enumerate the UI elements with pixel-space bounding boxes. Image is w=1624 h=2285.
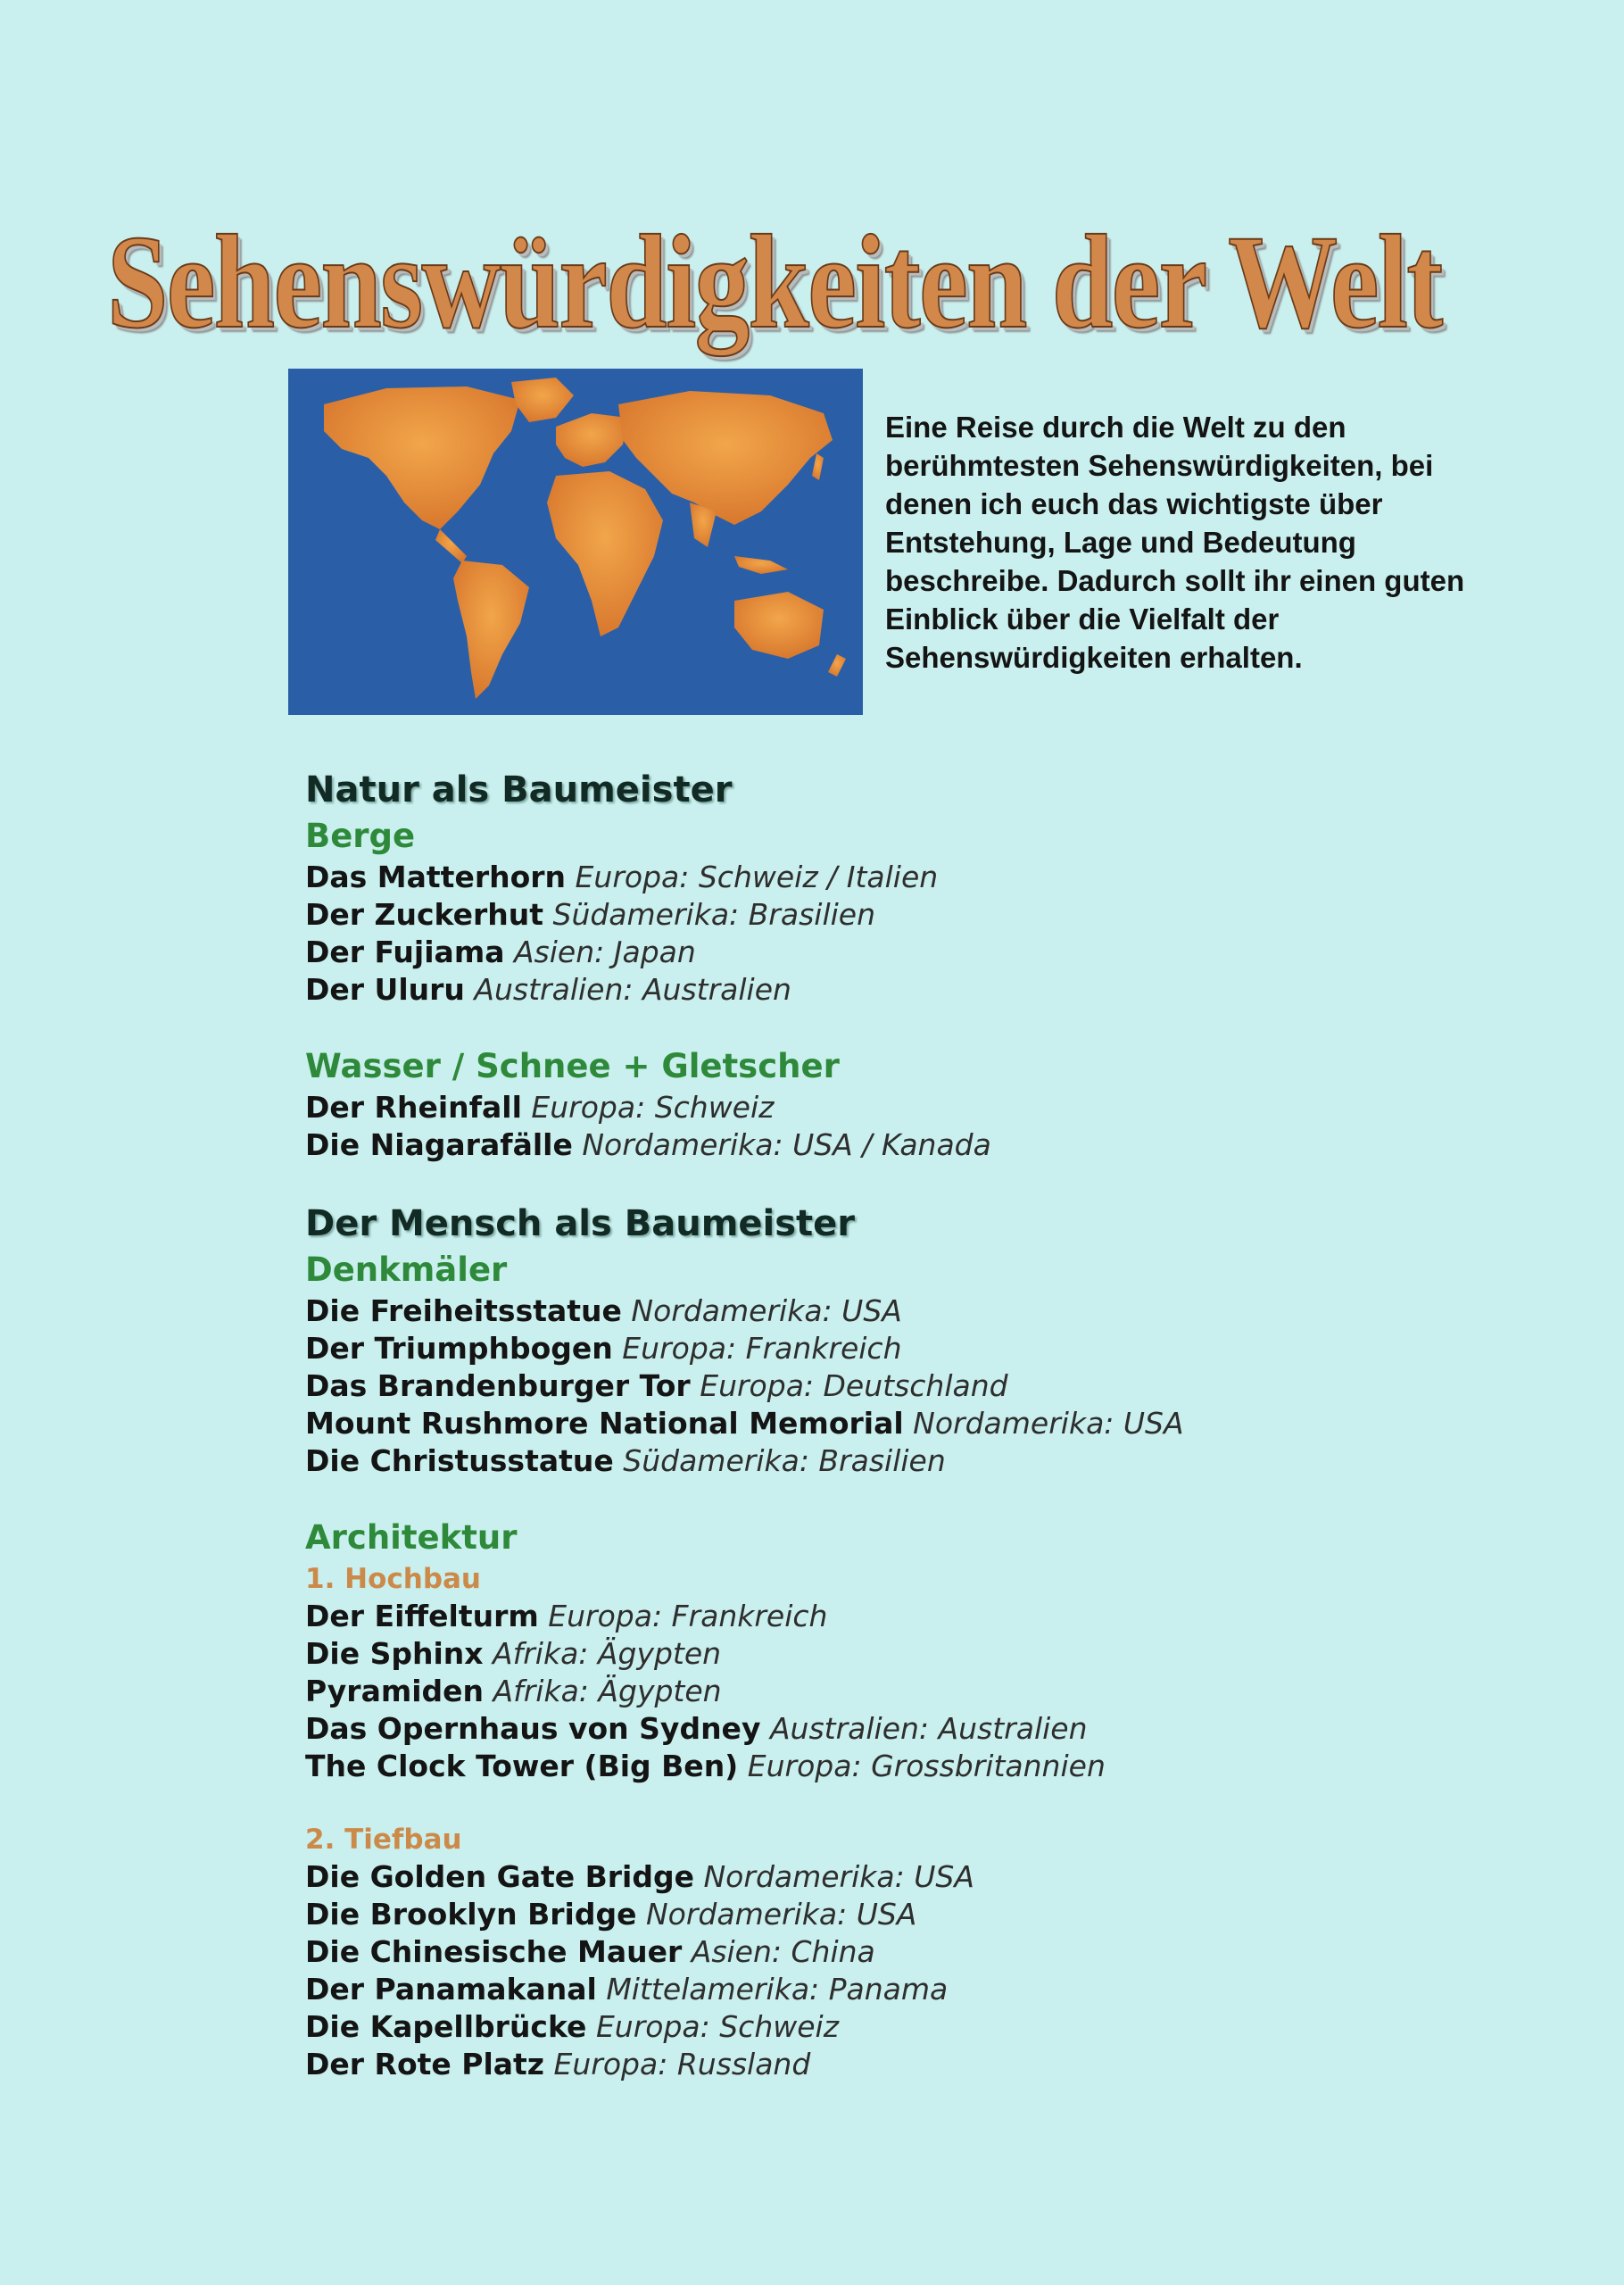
spacer	[305, 1009, 1554, 1044]
entry-name: The Clock Tower (Big Ben)	[305, 1749, 739, 1783]
entry-location: Europa: Grossbritannien	[747, 1749, 1106, 1783]
list-item	[305, 1089, 1554, 1126]
spacer	[305, 1785, 1554, 1821]
entry-name: Pyramiden	[305, 1674, 485, 1708]
entry-location: Europa: Deutschland	[700, 1368, 1008, 1403]
section-heading-mensch: Der Mensch als Baumeister	[305, 1203, 856, 1244]
entry-location: Australien: Australien	[769, 1711, 1088, 1746]
list-item	[305, 1673, 1554, 1710]
subheading-hochbau: 1. Hochbau	[305, 1563, 482, 1595]
subheading-architektur: Architektur	[305, 1518, 518, 1557]
list-item	[305, 2008, 1554, 2046]
entry-location: Nordamerika: USA	[913, 1406, 1184, 1441]
section-heading-natur: Natur als Baumeister	[305, 769, 733, 810]
list-item	[305, 1971, 1554, 2008]
list-wasser	[305, 1089, 1554, 1164]
entry-name: Die Freiheitsstatue	[305, 1293, 622, 1328]
entry-location: Europa: Frankreich	[548, 1599, 828, 1633]
entry-name: Der Zuckerhut	[305, 897, 543, 932]
entry-location: Afrika: Ägypten	[493, 1636, 722, 1671]
entry-name: Der Rheinfall	[305, 1090, 522, 1125]
entry-location: Australien: Australien	[474, 972, 791, 1007]
entry-name: Der Uluru	[305, 972, 465, 1007]
list-item	[305, 1858, 1554, 1896]
list-item	[305, 1126, 1554, 1164]
list-tiefbau	[305, 1858, 1554, 2083]
entry-name: Der Fujiama	[305, 935, 505, 969]
list-item	[305, 896, 1554, 934]
spacer	[305, 1164, 1554, 1200]
entry-location: Nordamerika: USA	[703, 1859, 974, 1894]
world-map-icon	[288, 369, 863, 715]
list-item	[305, 2046, 1554, 2083]
entry-location: Afrika: Ägypten	[493, 1674, 722, 1708]
entry-location: Asien: Japan	[513, 935, 696, 969]
entry-name: Der Panamakanal	[305, 1972, 597, 2007]
list-item	[305, 1367, 1554, 1405]
entry-name: Der Eiffelturm	[305, 1599, 539, 1633]
entry-location: Südamerika: Brasilien	[623, 1443, 946, 1478]
subheading-tiefbau: 2. Tiefbau	[305, 1824, 462, 1856]
entry-location: Südamerika: Brasilien	[552, 897, 876, 932]
entry-name: Die Golden Gate Bridge	[305, 1859, 694, 1894]
list-item	[305, 1330, 1554, 1367]
subheading-wasser: Wasser / Schnee + Gletscher	[305, 1047, 840, 1085]
list-berge	[305, 859, 1554, 1009]
entry-name: Die Christusstatue	[305, 1443, 614, 1478]
entry-location: Europa: Schweiz	[531, 1090, 775, 1125]
entry-location: Asien: China	[691, 1934, 875, 1969]
list-item	[305, 1405, 1554, 1442]
entry-name: Das Matterhorn	[305, 860, 567, 894]
list-item	[305, 1635, 1554, 1673]
list-item	[305, 1896, 1554, 1933]
list-denkmaeler	[305, 1292, 1554, 1480]
entry-name: Der Triumphbogen	[305, 1331, 613, 1366]
list-item	[305, 971, 1554, 1009]
subheading-berge: Berge	[305, 817, 416, 855]
list-item	[305, 1442, 1554, 1480]
list-hochbau	[305, 1598, 1554, 1785]
entry-name: Die Niagarafälle	[305, 1127, 573, 1162]
list-item	[305, 934, 1554, 971]
spacer	[305, 1480, 1554, 1516]
subheading-denkmaeler: Denkmäler	[305, 1251, 508, 1289]
content	[305, 766, 1554, 2083]
entry-name: Die Brooklyn Bridge	[305, 1897, 637, 1932]
entry-location: Nordamerika: USA	[631, 1293, 902, 1328]
entry-name: Das Opernhaus von Sydney	[305, 1711, 761, 1746]
entry-location: Nordamerika: USA	[645, 1897, 917, 1932]
entry-name: Die Chinesische Mauer	[305, 1934, 683, 1969]
entry-location: Europa: Russland	[553, 2047, 811, 2081]
entry-location: Europa: Frankreich	[622, 1331, 902, 1366]
entry-location: Europa: Schweiz	[595, 2009, 840, 2044]
list-item	[305, 1710, 1554, 1748]
entry-name: Die Kapellbrücke	[305, 2009, 587, 2044]
list-item	[305, 1933, 1554, 1971]
list-item	[305, 1598, 1554, 1635]
list-item	[305, 1748, 1554, 1785]
entry-name: Die Sphinx	[305, 1636, 484, 1671]
entry-location: Europa: Schweiz / Italien	[575, 860, 939, 894]
entry-location: Mittelamerika: Panama	[606, 1972, 949, 2007]
list-item	[305, 1292, 1554, 1330]
entry-name: Das Brandenburger Tor	[305, 1368, 691, 1403]
page-title: Sehenswürdigkeiten der Welt	[107, 207, 1442, 356]
entry-location: Nordamerika: USA / Kanada	[582, 1127, 991, 1162]
list-item	[305, 859, 1554, 896]
entry-name: Der Rote Platz	[305, 2047, 545, 2081]
entry-name: Mount Rushmore National Memorial	[305, 1406, 904, 1441]
intro-text: Eine Reise durch die Welt zu den berühmtesten Sehenswürdigkeiten, bei denen ich euch das wichtigste über Entstehung, Lage und Bedeutung beschreibe. Dadurch sollt ihr einen guten Einblick über die Vielfalt der Sehenswürdigkeiten erhalten.	[885, 411, 1465, 674]
